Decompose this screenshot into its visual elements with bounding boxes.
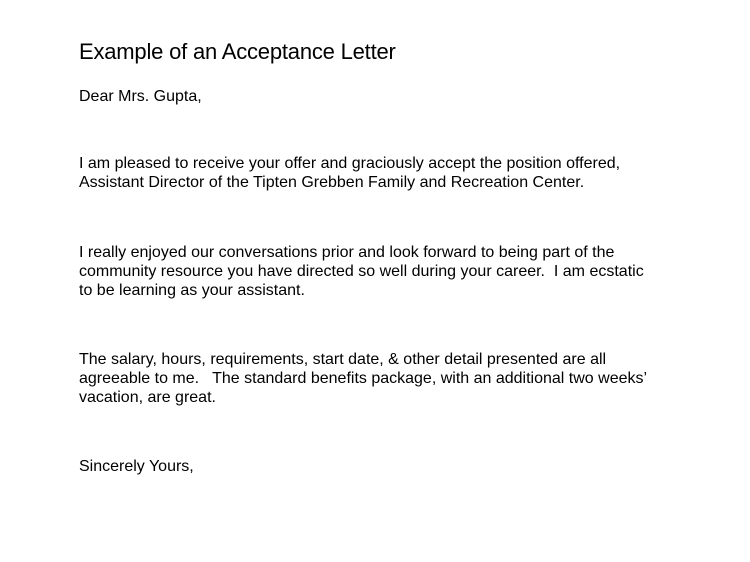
paragraph-3-line-3: vacation, are great. bbox=[79, 389, 216, 406]
salutation: Dear Mrs. Gupta, bbox=[79, 88, 202, 105]
paragraph-1-line-1: I am pleased to receive your offer and graciously accept the position offered, bbox=[79, 155, 621, 172]
paragraph-2-line-1: I really enjoyed our conversations prior and look forward to being part of the bbox=[79, 244, 615, 261]
paragraph-2-line-2: community resource you have directed so well during your career. I am ecstatic bbox=[79, 263, 644, 280]
paragraph-3-line-2: agreeable to me. The standard benefits package, with an additional two weeks’ bbox=[79, 370, 648, 387]
closing: Sincerely Yours, bbox=[79, 458, 194, 475]
page-title: Example of an Acceptance Letter bbox=[79, 39, 396, 64]
paragraph-1-line-2: Assistant Director of the Tipten Grebben Family and Recreation Center. bbox=[79, 174, 585, 191]
paragraph-2-line-3: to be learning as your assistant. bbox=[79, 282, 305, 299]
paragraph-3-line-1: The salary, hours, requirements, start date, & other detail presented are all bbox=[79, 351, 607, 368]
